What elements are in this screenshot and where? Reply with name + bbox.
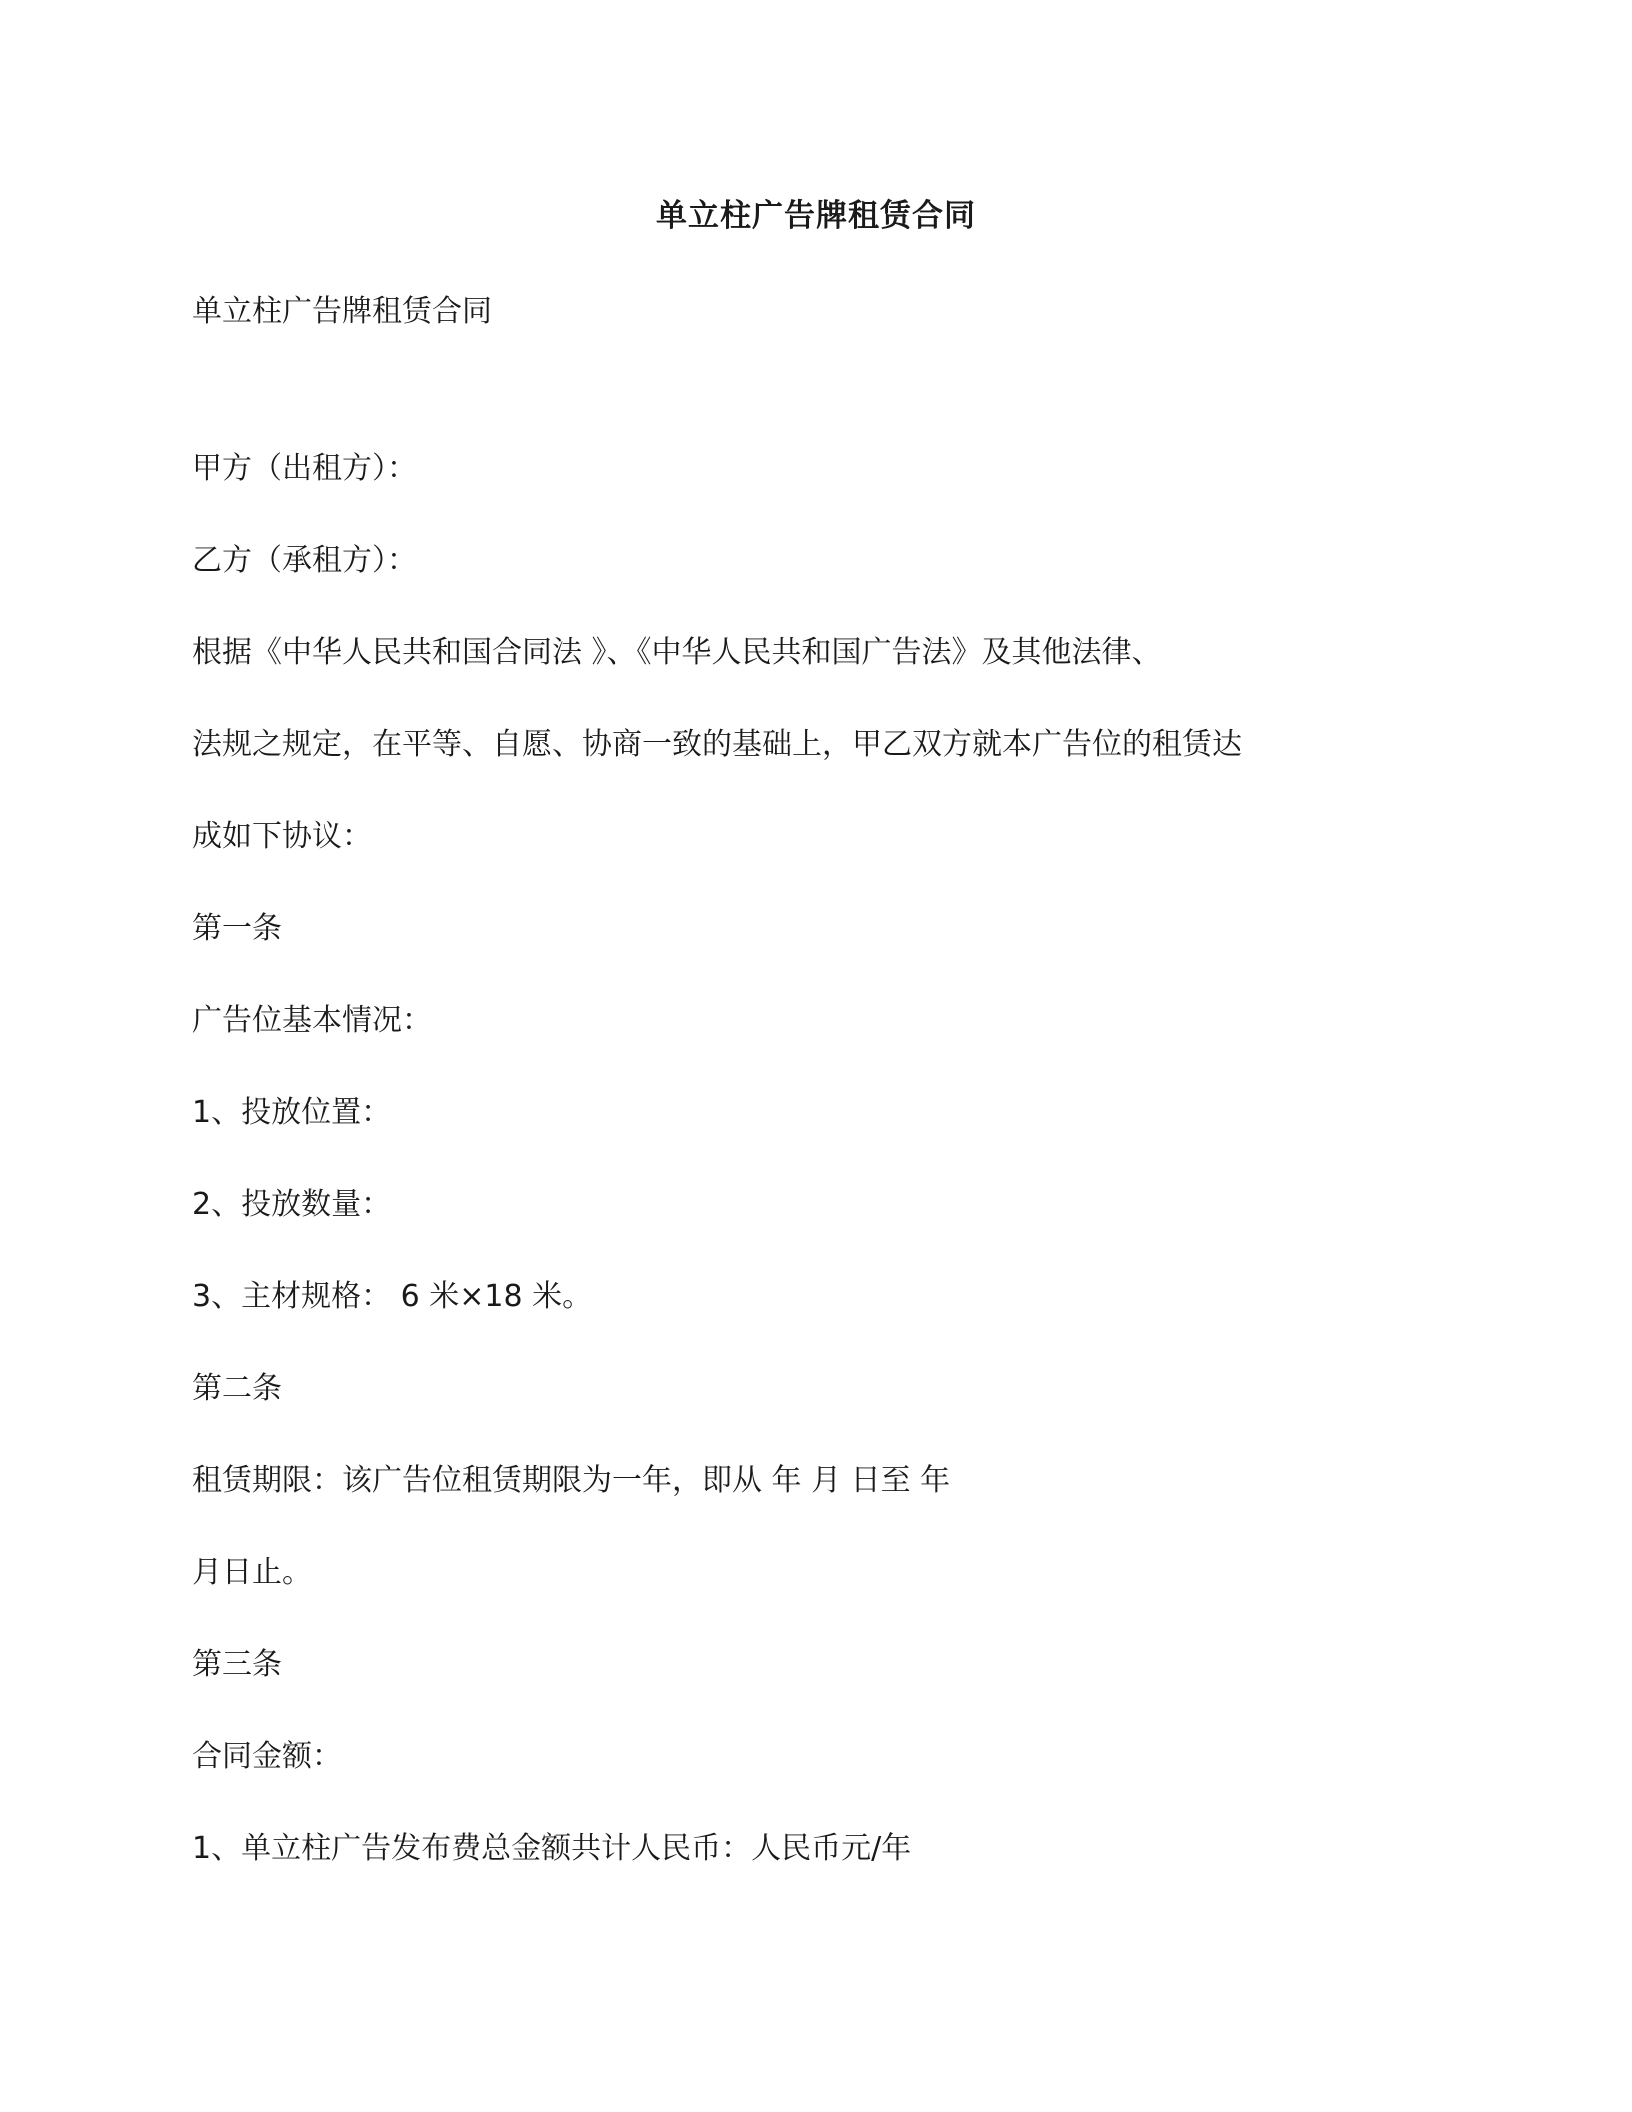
document-title: 单立柱广告牌租赁合同 bbox=[656, 198, 976, 234]
article-2-line-1: 租赁期限：该广告位租赁期限为一年，即从 年 月 日至 年 bbox=[192, 1463, 951, 1498]
preamble-line-1: 根据《中华人民共和国合同法 》、《中华人民共和国广告法》及其他法律、 bbox=[192, 635, 1162, 670]
article-1-heading: 第一条 bbox=[192, 911, 282, 946]
article-1-intro: 广告位基本情况： bbox=[192, 1003, 432, 1038]
document-subtitle: 单立柱广告牌租赁合同 bbox=[192, 294, 492, 329]
article-2-line-2: 月日止。 bbox=[192, 1555, 312, 1590]
article-3-intro: 合同金额： bbox=[192, 1739, 342, 1774]
article-2-heading: 第二条 bbox=[192, 1371, 282, 1406]
party-a-line: 甲方（出租方）： bbox=[192, 451, 417, 486]
party-b-line: 乙方（承租方）： bbox=[192, 543, 417, 578]
preamble-line-2: 法规之规定，在平等、自愿、协商一致的基础上，甲乙双方就本广告位的租赁达 bbox=[192, 727, 1242, 762]
article-3-item: 1、单立柱广告发布费总金额共计人民币：人民币元/年 bbox=[192, 1831, 912, 1866]
article-1-item: 2、投放数量： bbox=[192, 1187, 392, 1222]
article-3-heading: 第三条 bbox=[192, 1647, 282, 1682]
article-1-item: 1、投放位置： bbox=[192, 1095, 392, 1130]
article-1-item: 3、主材规格： 6 米×18 米。 bbox=[192, 1279, 593, 1314]
preamble-line-3: 成如下协议： bbox=[192, 819, 372, 854]
